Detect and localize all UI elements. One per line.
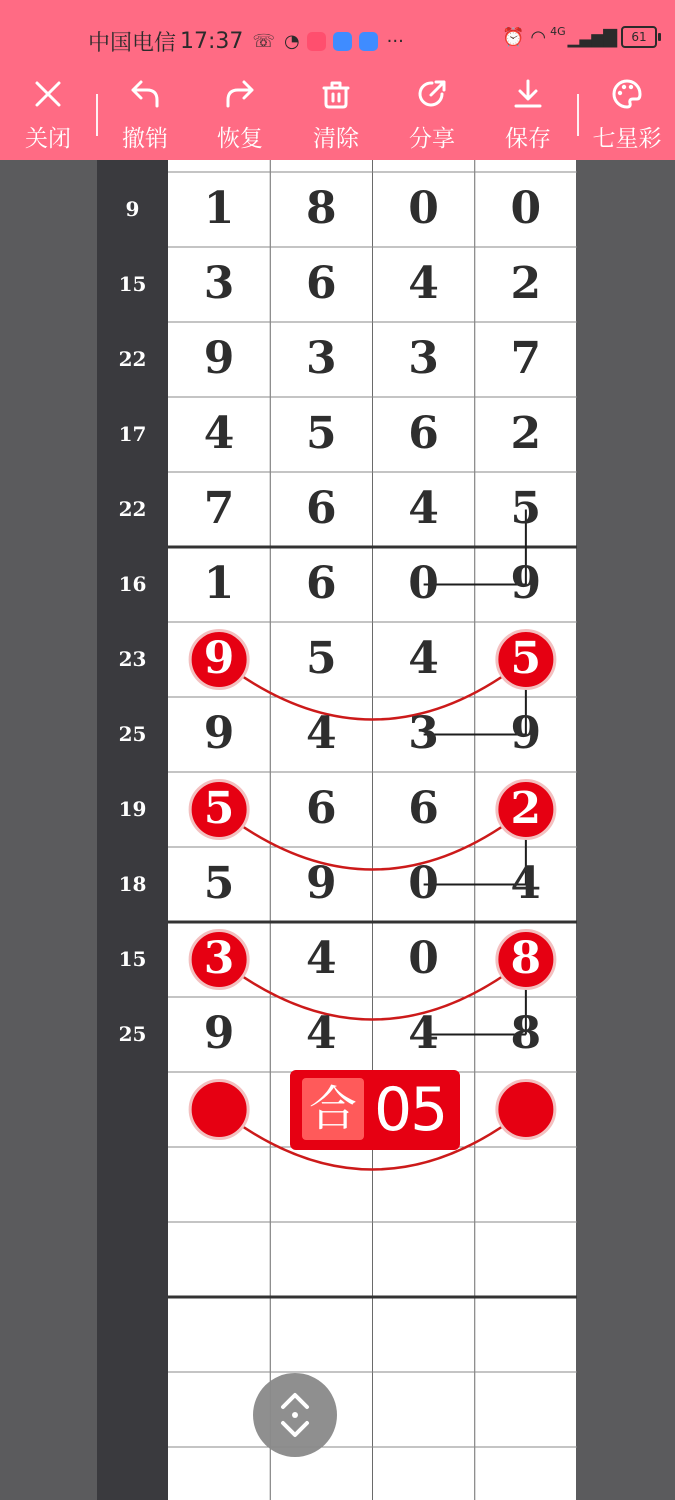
share-button[interactable]	[392, 78, 472, 160]
marker-ball	[497, 1081, 555, 1139]
period-label: 9	[125, 196, 140, 221]
period-label: 18	[118, 871, 147, 896]
status-right	[502, 26, 657, 48]
sum-badge	[290, 1070, 460, 1150]
app-notification-icon	[307, 32, 326, 51]
digit-cell[interactable]: 4	[510, 857, 542, 909]
digit-cell[interactable]: 4	[203, 407, 235, 459]
toolbar-divider	[96, 94, 98, 136]
cloud-icon-2	[359, 32, 378, 51]
digit-cell[interactable]: 0	[408, 182, 439, 234]
battery-indicator: 61	[621, 26, 657, 48]
digit-cell[interactable]: 6	[408, 407, 439, 459]
digit-cell[interactable]: 8	[305, 182, 337, 234]
share-icon	[416, 78, 448, 110]
save-label: 保存	[505, 126, 551, 152]
digit-cell[interactable]: 0	[408, 857, 439, 909]
download-icon	[512, 78, 544, 110]
digit-cell[interactable]: 5	[305, 632, 337, 684]
redo-label: 恢复	[217, 126, 263, 152]
more-notifications-indicator: ···	[386, 31, 404, 52]
highlighted-digit[interactable]: 3	[203, 932, 235, 984]
digit-cell[interactable]: 3	[305, 332, 337, 384]
highlighted-digit[interactable]: 5	[510, 632, 542, 684]
period-label: 19	[118, 796, 147, 821]
digit-cell[interactable]: 5	[510, 482, 542, 534]
digit-cell[interactable]: 9	[510, 557, 542, 609]
clock: 17:37	[180, 29, 244, 54]
digit-cell[interactable]: 4	[408, 1007, 439, 1059]
redo-icon	[224, 78, 256, 110]
digit-cell[interactable]: 8	[510, 1007, 542, 1059]
highlighted-digit[interactable]: 8	[510, 932, 542, 984]
digit-cell[interactable]: 0	[408, 557, 439, 609]
network-type: 4G	[550, 24, 566, 38]
lottery-type-label: 七星彩	[592, 126, 662, 152]
wechat-icon: ◔	[283, 31, 300, 52]
digit-cell[interactable]: 9	[203, 707, 235, 759]
digit-cell[interactable]: 2	[510, 407, 542, 459]
status-left	[88, 26, 404, 57]
missed-call-icon: ☏	[252, 31, 275, 52]
undo-button[interactable]	[105, 78, 185, 160]
digit-cell[interactable]: 4	[408, 257, 439, 309]
digit-cell[interactable]: 6	[305, 257, 337, 309]
redo-button[interactable]	[200, 78, 280, 160]
signal-icon: ▁▃▅▇	[567, 26, 616, 48]
digit-cell[interactable]: 6	[408, 782, 439, 834]
trash-icon	[320, 78, 352, 110]
cloud-icon	[333, 32, 352, 51]
digit-cell[interactable]: 9	[305, 857, 337, 909]
digit-cell[interactable]: 9	[510, 707, 542, 759]
undo-icon	[129, 78, 161, 110]
digit-cell[interactable]: 3	[203, 257, 235, 309]
digit-cell[interactable]: 9	[203, 1007, 235, 1059]
period-label: 17	[118, 421, 147, 446]
highlighted-digit[interactable]: 2	[510, 782, 542, 834]
clear-label: 清除	[313, 126, 359, 152]
digit-cell[interactable]: 4	[305, 932, 337, 984]
digit-cell[interactable]: 5	[305, 407, 337, 459]
digit-cell[interactable]: 9	[203, 332, 235, 384]
digit-cell[interactable]: 3	[408, 707, 439, 759]
sum-value: 05	[374, 1075, 447, 1145]
lottery-type-button[interactable]	[587, 78, 667, 160]
digit-cell[interactable]: 4	[305, 1007, 337, 1059]
period-label: 23	[118, 646, 147, 671]
period-label: 16	[118, 571, 147, 596]
expand-collapse-icon	[253, 1373, 337, 1457]
sum-label: 合	[302, 1078, 364, 1140]
digit-cell[interactable]: 5	[203, 857, 235, 909]
highlighted-digit[interactable]: 9	[203, 632, 235, 684]
digit-cell[interactable]: 4	[408, 632, 439, 684]
digit-cell[interactable]: 0	[510, 182, 542, 234]
digit-cell[interactable]: 6	[305, 782, 337, 834]
digit-cell[interactable]: 6	[305, 557, 337, 609]
digit-cell[interactable]: 4	[408, 482, 439, 534]
period-label: 15	[118, 271, 147, 296]
period-label: 15	[118, 946, 147, 971]
share-label: 分享	[409, 126, 455, 152]
digit-cell[interactable]: 4	[305, 707, 337, 759]
undo-label: 撤销	[122, 126, 168, 152]
close-button[interactable]	[8, 78, 88, 160]
carrier-name: 中国电信	[88, 31, 177, 56]
toolbar	[0, 78, 675, 160]
period-label: 25	[118, 721, 147, 746]
digit-cell[interactable]: 6	[305, 482, 337, 534]
clear-button[interactable]	[296, 78, 376, 160]
wifi-icon: ◠	[530, 26, 547, 48]
status-bar	[0, 0, 675, 80]
alarm-icon: ⏰	[502, 26, 525, 48]
palette-icon	[611, 78, 643, 110]
digit-cell[interactable]: 1	[203, 182, 235, 234]
digit-cell[interactable]: 0	[408, 932, 439, 984]
app-header	[0, 0, 675, 160]
period-label: 22	[118, 496, 147, 521]
marker-ball	[190, 1081, 248, 1139]
digit-cell[interactable]: 7	[203, 482, 235, 534]
digit-cell[interactable]: 3	[408, 332, 439, 384]
digit-cell[interactable]: 7	[510, 332, 542, 384]
close-icon	[32, 78, 64, 110]
digit-cell[interactable]: 2	[510, 257, 542, 309]
highlighted-digit[interactable]: 5	[203, 782, 235, 834]
digit-cell[interactable]: 1	[203, 557, 235, 609]
close-label: 关闭	[25, 126, 71, 152]
save-button[interactable]	[488, 78, 568, 160]
scroll-toggle-button[interactable]	[253, 1373, 337, 1457]
period-label: 25	[118, 1021, 147, 1046]
period-label: 22	[118, 346, 147, 371]
